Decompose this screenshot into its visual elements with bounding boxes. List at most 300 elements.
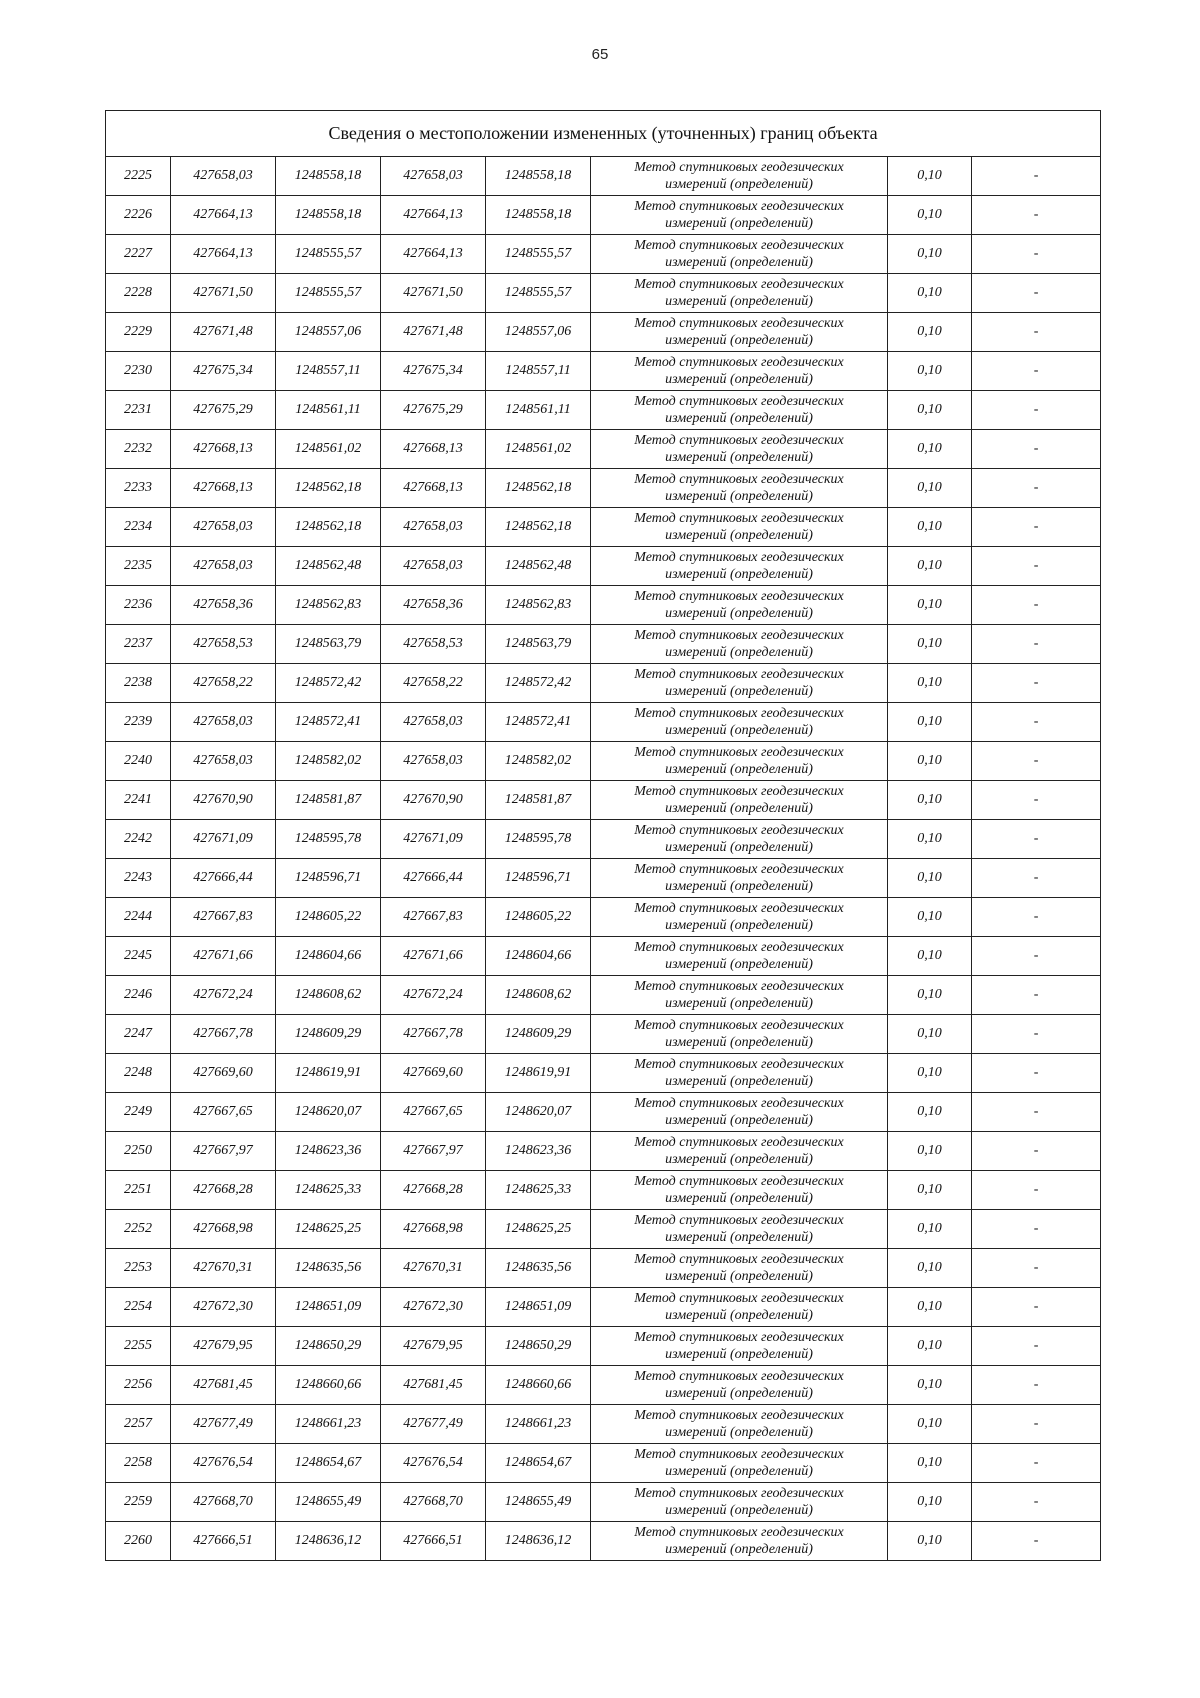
method-line-2: измерений (определений) bbox=[665, 1269, 813, 1284]
new-y-cell: 1248661,23 bbox=[486, 1405, 591, 1444]
new-y-cell: 1248604,66 bbox=[486, 937, 591, 976]
point-number-cell: 2230 bbox=[106, 352, 171, 391]
table-row bbox=[106, 820, 1101, 859]
description-cell: - bbox=[972, 430, 1101, 469]
accuracy-cell: 0,10 bbox=[888, 352, 972, 391]
new-x-cell: 427669,60 bbox=[381, 1054, 486, 1093]
method-line-2: измерений (определений) bbox=[665, 1191, 813, 1206]
accuracy-cell: 0,10 bbox=[888, 781, 972, 820]
new-x-cell: 427668,70 bbox=[381, 1483, 486, 1522]
method-line-1: Метод спутниковых геодезических bbox=[634, 355, 844, 370]
existing-x-cell: 427677,49 bbox=[171, 1405, 276, 1444]
method-cell bbox=[591, 508, 888, 547]
existing-y-cell: 1248581,87 bbox=[276, 781, 381, 820]
point-number-cell: 2254 bbox=[106, 1288, 171, 1327]
new-y-cell: 1248558,18 bbox=[486, 196, 591, 235]
point-number-cell: 2248 bbox=[106, 1054, 171, 1093]
existing-y-cell: 1248623,36 bbox=[276, 1132, 381, 1171]
method-line-2: измерений (определений) bbox=[665, 216, 813, 231]
method-line-2: измерений (определений) bbox=[665, 1347, 813, 1362]
method-line-2: измерений (определений) bbox=[665, 411, 813, 426]
table-row bbox=[106, 352, 1101, 391]
new-x-cell: 427666,44 bbox=[381, 859, 486, 898]
new-x-cell: 427671,50 bbox=[381, 274, 486, 313]
method-cell bbox=[591, 157, 888, 196]
method-cell bbox=[591, 1327, 888, 1366]
new-y-cell: 1248561,11 bbox=[486, 391, 591, 430]
description-cell: - bbox=[972, 469, 1101, 508]
existing-y-cell: 1248596,71 bbox=[276, 859, 381, 898]
new-y-cell: 1248563,79 bbox=[486, 625, 591, 664]
new-x-cell: 427667,97 bbox=[381, 1132, 486, 1171]
table-row bbox=[106, 586, 1101, 625]
existing-x-cell: 427658,22 bbox=[171, 664, 276, 703]
description-cell: - bbox=[972, 391, 1101, 430]
point-number-cell: 2259 bbox=[106, 1483, 171, 1522]
method-line-2: измерений (определений) bbox=[665, 1230, 813, 1245]
table-row bbox=[106, 391, 1101, 430]
new-y-cell: 1248557,11 bbox=[486, 352, 591, 391]
method-line-2: измерений (определений) bbox=[665, 528, 813, 543]
accuracy-cell: 0,10 bbox=[888, 625, 972, 664]
description-cell: - bbox=[972, 664, 1101, 703]
existing-y-cell: 1248595,78 bbox=[276, 820, 381, 859]
point-number-cell: 2258 bbox=[106, 1444, 171, 1483]
method-cell bbox=[591, 1210, 888, 1249]
method-line-1: Метод спутниковых геодезических bbox=[634, 1447, 844, 1462]
existing-y-cell: 1248562,18 bbox=[276, 469, 381, 508]
point-number-cell: 2229 bbox=[106, 313, 171, 352]
table-row bbox=[106, 1249, 1101, 1288]
table-row bbox=[106, 430, 1101, 469]
new-y-cell: 1248660,66 bbox=[486, 1366, 591, 1405]
accuracy-cell: 0,10 bbox=[888, 157, 972, 196]
existing-x-cell: 427670,31 bbox=[171, 1249, 276, 1288]
new-y-cell: 1248625,33 bbox=[486, 1171, 591, 1210]
description-cell: - bbox=[972, 859, 1101, 898]
method-line-2: измерений (определений) bbox=[665, 372, 813, 387]
existing-y-cell: 1248557,06 bbox=[276, 313, 381, 352]
existing-y-cell: 1248561,11 bbox=[276, 391, 381, 430]
point-number-cell: 2231 bbox=[106, 391, 171, 430]
method-line-1: Метод спутниковых геодезических bbox=[634, 589, 844, 604]
table-row bbox=[106, 1054, 1101, 1093]
method-cell bbox=[591, 235, 888, 274]
method-cell bbox=[591, 976, 888, 1015]
new-x-cell: 427676,54 bbox=[381, 1444, 486, 1483]
new-x-cell: 427658,53 bbox=[381, 625, 486, 664]
point-number-cell: 2251 bbox=[106, 1171, 171, 1210]
method-line-2: измерений (определений) bbox=[665, 1308, 813, 1323]
point-number-cell: 2242 bbox=[106, 820, 171, 859]
existing-y-cell: 1248635,56 bbox=[276, 1249, 381, 1288]
method-line-1: Метод спутниковых геодезических bbox=[634, 1291, 844, 1306]
method-line-2: измерений (определений) bbox=[665, 918, 813, 933]
point-number-cell: 2244 bbox=[106, 898, 171, 937]
method-line-2: измерений (определений) bbox=[665, 1464, 813, 1479]
new-x-cell: 427671,09 bbox=[381, 820, 486, 859]
existing-x-cell: 427668,13 bbox=[171, 469, 276, 508]
new-y-cell: 1248558,18 bbox=[486, 157, 591, 196]
existing-x-cell: 427658,03 bbox=[171, 703, 276, 742]
new-x-cell: 427675,29 bbox=[381, 391, 486, 430]
point-number-cell: 2238 bbox=[106, 664, 171, 703]
method-line-2: измерений (определений) bbox=[665, 1386, 813, 1401]
description-cell: - bbox=[972, 1249, 1101, 1288]
existing-y-cell: 1248557,11 bbox=[276, 352, 381, 391]
new-x-cell: 427666,51 bbox=[381, 1522, 486, 1561]
method-cell bbox=[591, 1171, 888, 1210]
description-cell: - bbox=[972, 1288, 1101, 1327]
existing-x-cell: 427658,03 bbox=[171, 742, 276, 781]
method-cell bbox=[591, 742, 888, 781]
description-cell: - bbox=[972, 1132, 1101, 1171]
new-x-cell: 427671,48 bbox=[381, 313, 486, 352]
method-cell bbox=[591, 586, 888, 625]
table-row bbox=[106, 976, 1101, 1015]
new-y-cell: 1248562,83 bbox=[486, 586, 591, 625]
method-cell bbox=[591, 1444, 888, 1483]
table-row bbox=[106, 547, 1101, 586]
accuracy-cell: 0,10 bbox=[888, 274, 972, 313]
point-number-cell: 2253 bbox=[106, 1249, 171, 1288]
description-cell: - bbox=[972, 703, 1101, 742]
point-number-cell: 2228 bbox=[106, 274, 171, 313]
description-cell: - bbox=[972, 1015, 1101, 1054]
new-x-cell: 427670,90 bbox=[381, 781, 486, 820]
method-line-2: измерений (определений) bbox=[665, 957, 813, 972]
description-cell: - bbox=[972, 1522, 1101, 1561]
method-line-1: Метод спутниковых геодезических bbox=[634, 1408, 844, 1423]
point-number-cell: 2235 bbox=[106, 547, 171, 586]
accuracy-cell: 0,10 bbox=[888, 1483, 972, 1522]
accuracy-cell: 0,10 bbox=[888, 976, 972, 1015]
existing-y-cell: 1248561,02 bbox=[276, 430, 381, 469]
point-number-cell: 2236 bbox=[106, 586, 171, 625]
new-x-cell: 427670,31 bbox=[381, 1249, 486, 1288]
method-line-1: Метод спутниковых геодезических bbox=[634, 1174, 844, 1189]
method-line-1: Метод спутниковых геодезических bbox=[634, 901, 844, 916]
table-caption-row bbox=[106, 111, 1101, 157]
method-line-1: Метод спутниковых геодезических bbox=[634, 628, 844, 643]
existing-y-cell: 1248660,66 bbox=[276, 1366, 381, 1405]
existing-y-cell: 1248562,48 bbox=[276, 547, 381, 586]
new-x-cell: 427667,78 bbox=[381, 1015, 486, 1054]
new-x-cell: 427668,28 bbox=[381, 1171, 486, 1210]
method-line-2: измерений (определений) bbox=[665, 333, 813, 348]
existing-y-cell: 1248661,23 bbox=[276, 1405, 381, 1444]
table-caption: Сведения о местоположении измененных (уточненных) границ объекта bbox=[106, 111, 1101, 157]
description-cell: - bbox=[972, 898, 1101, 937]
new-y-cell: 1248572,42 bbox=[486, 664, 591, 703]
new-x-cell: 427672,24 bbox=[381, 976, 486, 1015]
existing-x-cell: 427669,60 bbox=[171, 1054, 276, 1093]
method-line-2: измерений (определений) bbox=[665, 684, 813, 699]
table-row bbox=[106, 742, 1101, 781]
method-line-1: Метод спутниковых геодезических bbox=[634, 823, 844, 838]
existing-x-cell: 427668,98 bbox=[171, 1210, 276, 1249]
table-row bbox=[106, 1405, 1101, 1444]
page-number: 65 bbox=[591, 46, 609, 63]
existing-y-cell: 1248604,66 bbox=[276, 937, 381, 976]
description-cell: - bbox=[972, 625, 1101, 664]
method-line-2: измерений (определений) bbox=[665, 996, 813, 1011]
new-x-cell: 427664,13 bbox=[381, 235, 486, 274]
accuracy-cell: 0,10 bbox=[888, 1054, 972, 1093]
new-y-cell: 1248561,02 bbox=[486, 430, 591, 469]
method-line-2: измерений (определений) bbox=[665, 489, 813, 504]
description-cell: - bbox=[972, 1210, 1101, 1249]
method-line-1: Метод спутниковых геодезических bbox=[634, 277, 844, 292]
table-row bbox=[106, 1327, 1101, 1366]
new-x-cell: 427658,22 bbox=[381, 664, 486, 703]
method-line-2: измерений (определений) bbox=[665, 567, 813, 582]
table-row bbox=[106, 1093, 1101, 1132]
description-cell: - bbox=[972, 1366, 1101, 1405]
accuracy-cell: 0,10 bbox=[888, 1444, 972, 1483]
method-line-2: измерений (определений) bbox=[665, 1152, 813, 1167]
accuracy-cell: 0,10 bbox=[888, 430, 972, 469]
accuracy-cell: 0,10 bbox=[888, 1249, 972, 1288]
new-x-cell: 427658,03 bbox=[381, 703, 486, 742]
method-line-2: измерений (определений) bbox=[665, 762, 813, 777]
accuracy-cell: 0,10 bbox=[888, 508, 972, 547]
new-x-cell: 427667,83 bbox=[381, 898, 486, 937]
method-line-2: измерений (определений) bbox=[665, 840, 813, 855]
new-y-cell: 1248555,57 bbox=[486, 235, 591, 274]
point-number-cell: 2233 bbox=[106, 469, 171, 508]
method-cell bbox=[591, 547, 888, 586]
table-row bbox=[106, 1366, 1101, 1405]
existing-y-cell: 1248558,18 bbox=[276, 157, 381, 196]
existing-x-cell: 427675,29 bbox=[171, 391, 276, 430]
method-cell bbox=[591, 1483, 888, 1522]
existing-y-cell: 1248563,79 bbox=[276, 625, 381, 664]
table-row bbox=[106, 1015, 1101, 1054]
point-number-cell: 2247 bbox=[106, 1015, 171, 1054]
method-line-1: Метод спутниковых геодезических bbox=[634, 160, 844, 175]
method-cell bbox=[591, 625, 888, 664]
existing-x-cell: 427671,66 bbox=[171, 937, 276, 976]
accuracy-cell: 0,10 bbox=[888, 1171, 972, 1210]
method-line-1: Метод спутниковых геодезических bbox=[634, 472, 844, 487]
existing-y-cell: 1248555,57 bbox=[276, 235, 381, 274]
description-cell: - bbox=[972, 274, 1101, 313]
method-line-1: Метод спутниковых геодезических bbox=[634, 1525, 844, 1540]
description-cell: - bbox=[972, 313, 1101, 352]
table-row bbox=[106, 1288, 1101, 1327]
existing-y-cell: 1248654,67 bbox=[276, 1444, 381, 1483]
description-cell: - bbox=[972, 235, 1101, 274]
accuracy-cell: 0,10 bbox=[888, 547, 972, 586]
accuracy-cell: 0,10 bbox=[888, 1288, 972, 1327]
table-row bbox=[106, 196, 1101, 235]
new-x-cell: 427675,34 bbox=[381, 352, 486, 391]
accuracy-cell: 0,10 bbox=[888, 313, 972, 352]
accuracy-cell: 0,10 bbox=[888, 1522, 972, 1561]
point-number-cell: 2239 bbox=[106, 703, 171, 742]
existing-x-cell: 427667,65 bbox=[171, 1093, 276, 1132]
accuracy-cell: 0,10 bbox=[888, 1093, 972, 1132]
existing-x-cell: 427670,90 bbox=[171, 781, 276, 820]
method-cell bbox=[591, 1132, 888, 1171]
point-number-cell: 2240 bbox=[106, 742, 171, 781]
method-line-1: Метод спутниковых геодезических bbox=[634, 550, 844, 565]
table-row bbox=[106, 898, 1101, 937]
method-line-2: измерений (определений) bbox=[665, 1113, 813, 1128]
description-cell: - bbox=[972, 1171, 1101, 1210]
method-line-1: Метод спутниковых геодезических bbox=[634, 511, 844, 526]
existing-y-cell: 1248605,22 bbox=[276, 898, 381, 937]
table-row bbox=[106, 937, 1101, 976]
method-cell bbox=[591, 274, 888, 313]
table-row bbox=[106, 469, 1101, 508]
method-line-2: измерений (определений) bbox=[665, 255, 813, 270]
description-cell: - bbox=[972, 1483, 1101, 1522]
new-x-cell: 427671,66 bbox=[381, 937, 486, 976]
new-x-cell: 427668,13 bbox=[381, 469, 486, 508]
accuracy-cell: 0,10 bbox=[888, 937, 972, 976]
existing-y-cell: 1248562,83 bbox=[276, 586, 381, 625]
description-cell: - bbox=[972, 742, 1101, 781]
accuracy-cell: 0,10 bbox=[888, 1405, 972, 1444]
new-x-cell: 427658,03 bbox=[381, 547, 486, 586]
point-number-cell: 2260 bbox=[106, 1522, 171, 1561]
existing-y-cell: 1248655,49 bbox=[276, 1483, 381, 1522]
method-line-1: Метод спутниковых геодезических bbox=[634, 1369, 844, 1384]
new-y-cell: 1248655,49 bbox=[486, 1483, 591, 1522]
description-cell: - bbox=[972, 547, 1101, 586]
method-line-1: Метод спутниковых геодезических bbox=[634, 940, 844, 955]
description-cell: - bbox=[972, 352, 1101, 391]
new-y-cell: 1248562,48 bbox=[486, 547, 591, 586]
table-row bbox=[106, 157, 1101, 196]
existing-x-cell: 427671,50 bbox=[171, 274, 276, 313]
method-line-1: Метод спутниковых геодезических bbox=[634, 784, 844, 799]
method-line-1: Метод спутниковых геодезических bbox=[634, 979, 844, 994]
method-cell bbox=[591, 1405, 888, 1444]
method-line-1: Метод спутниковых геодезических bbox=[634, 1018, 844, 1033]
method-cell bbox=[591, 781, 888, 820]
new-y-cell: 1248623,36 bbox=[486, 1132, 591, 1171]
method-cell bbox=[591, 1366, 888, 1405]
description-cell: - bbox=[972, 937, 1101, 976]
table-row bbox=[106, 781, 1101, 820]
existing-y-cell: 1248555,57 bbox=[276, 274, 381, 313]
existing-x-cell: 427658,53 bbox=[171, 625, 276, 664]
accuracy-cell: 0,10 bbox=[888, 1366, 972, 1405]
existing-x-cell: 427672,24 bbox=[171, 976, 276, 1015]
table-row bbox=[106, 1132, 1101, 1171]
existing-x-cell: 427667,83 bbox=[171, 898, 276, 937]
method-cell bbox=[591, 703, 888, 742]
existing-x-cell: 427666,51 bbox=[171, 1522, 276, 1561]
method-line-1: Метод спутниковых геодезических bbox=[634, 667, 844, 682]
point-number-cell: 2232 bbox=[106, 430, 171, 469]
method-line-1: Метод спутниковых геодезических bbox=[634, 745, 844, 760]
existing-y-cell: 1248562,18 bbox=[276, 508, 381, 547]
method-line-1: Метод спутниковых геодезических bbox=[634, 1252, 844, 1267]
point-number-cell: 2250 bbox=[106, 1132, 171, 1171]
accuracy-cell: 0,10 bbox=[888, 469, 972, 508]
new-y-cell: 1248609,29 bbox=[486, 1015, 591, 1054]
method-cell bbox=[591, 859, 888, 898]
new-x-cell: 427658,03 bbox=[381, 742, 486, 781]
method-line-1: Метод спутниковых геодезических bbox=[634, 1213, 844, 1228]
description-cell: - bbox=[972, 781, 1101, 820]
existing-x-cell: 427671,09 bbox=[171, 820, 276, 859]
accuracy-cell: 0,10 bbox=[888, 1210, 972, 1249]
description-cell: - bbox=[972, 820, 1101, 859]
existing-x-cell: 427664,13 bbox=[171, 196, 276, 235]
method-line-1: Метод спутниковых геодезических bbox=[634, 238, 844, 253]
method-line-2: измерений (определений) bbox=[665, 645, 813, 660]
method-line-1: Метод спутниковых геодезических bbox=[634, 862, 844, 877]
method-line-2: измерений (определений) bbox=[665, 606, 813, 621]
new-y-cell: 1248595,78 bbox=[486, 820, 591, 859]
method-line-2: измерений (определений) bbox=[665, 801, 813, 816]
existing-x-cell: 427664,13 bbox=[171, 235, 276, 274]
description-cell: - bbox=[972, 1405, 1101, 1444]
point-number-cell: 2245 bbox=[106, 937, 171, 976]
description-cell: - bbox=[972, 1093, 1101, 1132]
table-row bbox=[106, 274, 1101, 313]
existing-y-cell: 1248636,12 bbox=[276, 1522, 381, 1561]
new-x-cell: 427677,49 bbox=[381, 1405, 486, 1444]
method-line-1: Метод спутниковых геодезических bbox=[634, 433, 844, 448]
existing-x-cell: 427658,36 bbox=[171, 586, 276, 625]
table-row bbox=[106, 1444, 1101, 1483]
method-cell bbox=[591, 1288, 888, 1327]
table-row bbox=[106, 664, 1101, 703]
method-cell bbox=[591, 937, 888, 976]
method-cell bbox=[591, 352, 888, 391]
table-row bbox=[106, 625, 1101, 664]
existing-x-cell: 427676,54 bbox=[171, 1444, 276, 1483]
method-line-1: Метод спутниковых геодезических bbox=[634, 394, 844, 409]
description-cell: - bbox=[972, 1444, 1101, 1483]
new-x-cell: 427658,03 bbox=[381, 508, 486, 547]
method-line-2: измерений (определений) bbox=[665, 1074, 813, 1089]
new-y-cell: 1248572,41 bbox=[486, 703, 591, 742]
method-cell bbox=[591, 313, 888, 352]
point-number-cell: 2256 bbox=[106, 1366, 171, 1405]
method-cell bbox=[591, 1249, 888, 1288]
point-number-cell: 2257 bbox=[106, 1405, 171, 1444]
accuracy-cell: 0,10 bbox=[888, 664, 972, 703]
new-y-cell: 1248605,22 bbox=[486, 898, 591, 937]
method-line-2: измерений (определений) bbox=[665, 1542, 813, 1557]
method-cell bbox=[591, 1093, 888, 1132]
existing-x-cell: 427667,78 bbox=[171, 1015, 276, 1054]
new-x-cell: 427668,13 bbox=[381, 430, 486, 469]
new-y-cell: 1248596,71 bbox=[486, 859, 591, 898]
method-line-1: Метод спутниковых геодезических bbox=[634, 1057, 844, 1072]
existing-y-cell: 1248608,62 bbox=[276, 976, 381, 1015]
method-cell bbox=[591, 898, 888, 937]
table-row bbox=[106, 508, 1101, 547]
boundary-coordinates-table bbox=[105, 110, 1101, 1561]
accuracy-cell: 0,10 bbox=[888, 235, 972, 274]
existing-x-cell: 427658,03 bbox=[171, 547, 276, 586]
method-line-1: Метод спутниковых геодезических bbox=[634, 1330, 844, 1345]
accuracy-cell: 0,10 bbox=[888, 859, 972, 898]
accuracy-cell: 0,10 bbox=[888, 1327, 972, 1366]
description-cell: - bbox=[972, 157, 1101, 196]
method-line-1: Метод спутниковых геодезических bbox=[634, 1486, 844, 1501]
existing-y-cell: 1248572,41 bbox=[276, 703, 381, 742]
description-cell: - bbox=[972, 1327, 1101, 1366]
